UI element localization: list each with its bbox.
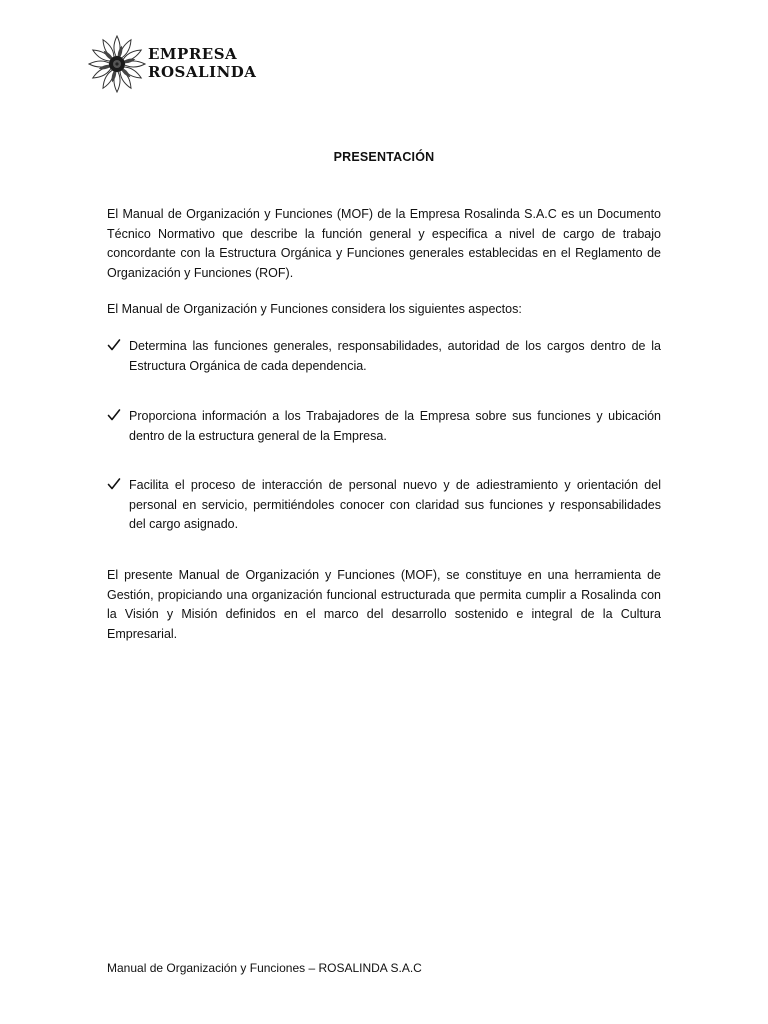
list-item bbox=[107, 337, 661, 376]
list-item-text: Determina las funciones generales, responsabilidades, autoridad de los cargos dentro de la Estructura Orgánica de cada dependencia. bbox=[129, 339, 661, 373]
aspects-lead: El Manual de Organización y Funciones considera los siguientes aspectos: bbox=[107, 302, 522, 316]
checkmark-icon bbox=[107, 407, 121, 423]
checkmark-icon bbox=[107, 476, 121, 492]
sunflower-icon bbox=[86, 34, 148, 96]
company-name-line-2: ROSALINDA bbox=[148, 63, 257, 81]
company-name-line-1: EMPRESA bbox=[148, 45, 238, 63]
closing-paragraph: El presente Manual de Organización y Funciones (MOF), se constituye en una herramienta de Gestión, propiciando una organización funcional estructurada que permita cumplir a Rosalinda con la Visión y Misión definidos en el marco del desarrollo sostenido e integral de la Cultura Empresarial. bbox=[107, 568, 661, 641]
list-item-text: Facilita el proceso de interacción de personal nuevo y de adiestramiento y orientación del personal en servicio, permitiéndoles conocer con claridad sus funciones y responsabilidades del cargo asignado. bbox=[129, 478, 661, 531]
company-name bbox=[148, 45, 256, 81]
list-item bbox=[107, 476, 661, 535]
list-item-text: Proporciona información a los Trabajadores de la Empresa sobre sus funciones y ubicación dentro de la estructura general de la Empresa. bbox=[129, 409, 661, 443]
page-title: PRESENTACIÓN bbox=[333, 150, 435, 164]
company-logo bbox=[86, 34, 257, 96]
list-item bbox=[107, 407, 661, 446]
page-footer: Manual de Organización y Funciones – ROSALINDA S.A.C bbox=[107, 961, 422, 975]
intro-paragraph: El Manual de Organización y Funciones (MOF) de la Empresa Rosalinda S.A.C es un Documento Técnico Normativo que describe la función general y especifica a nivel de cargo de trabajo concordante con la Estructura Orgánica y Funciones generales establecidas en el Reglamento de Organización y Funciones (ROF). bbox=[107, 207, 661, 280]
checkmark-icon bbox=[107, 337, 121, 353]
